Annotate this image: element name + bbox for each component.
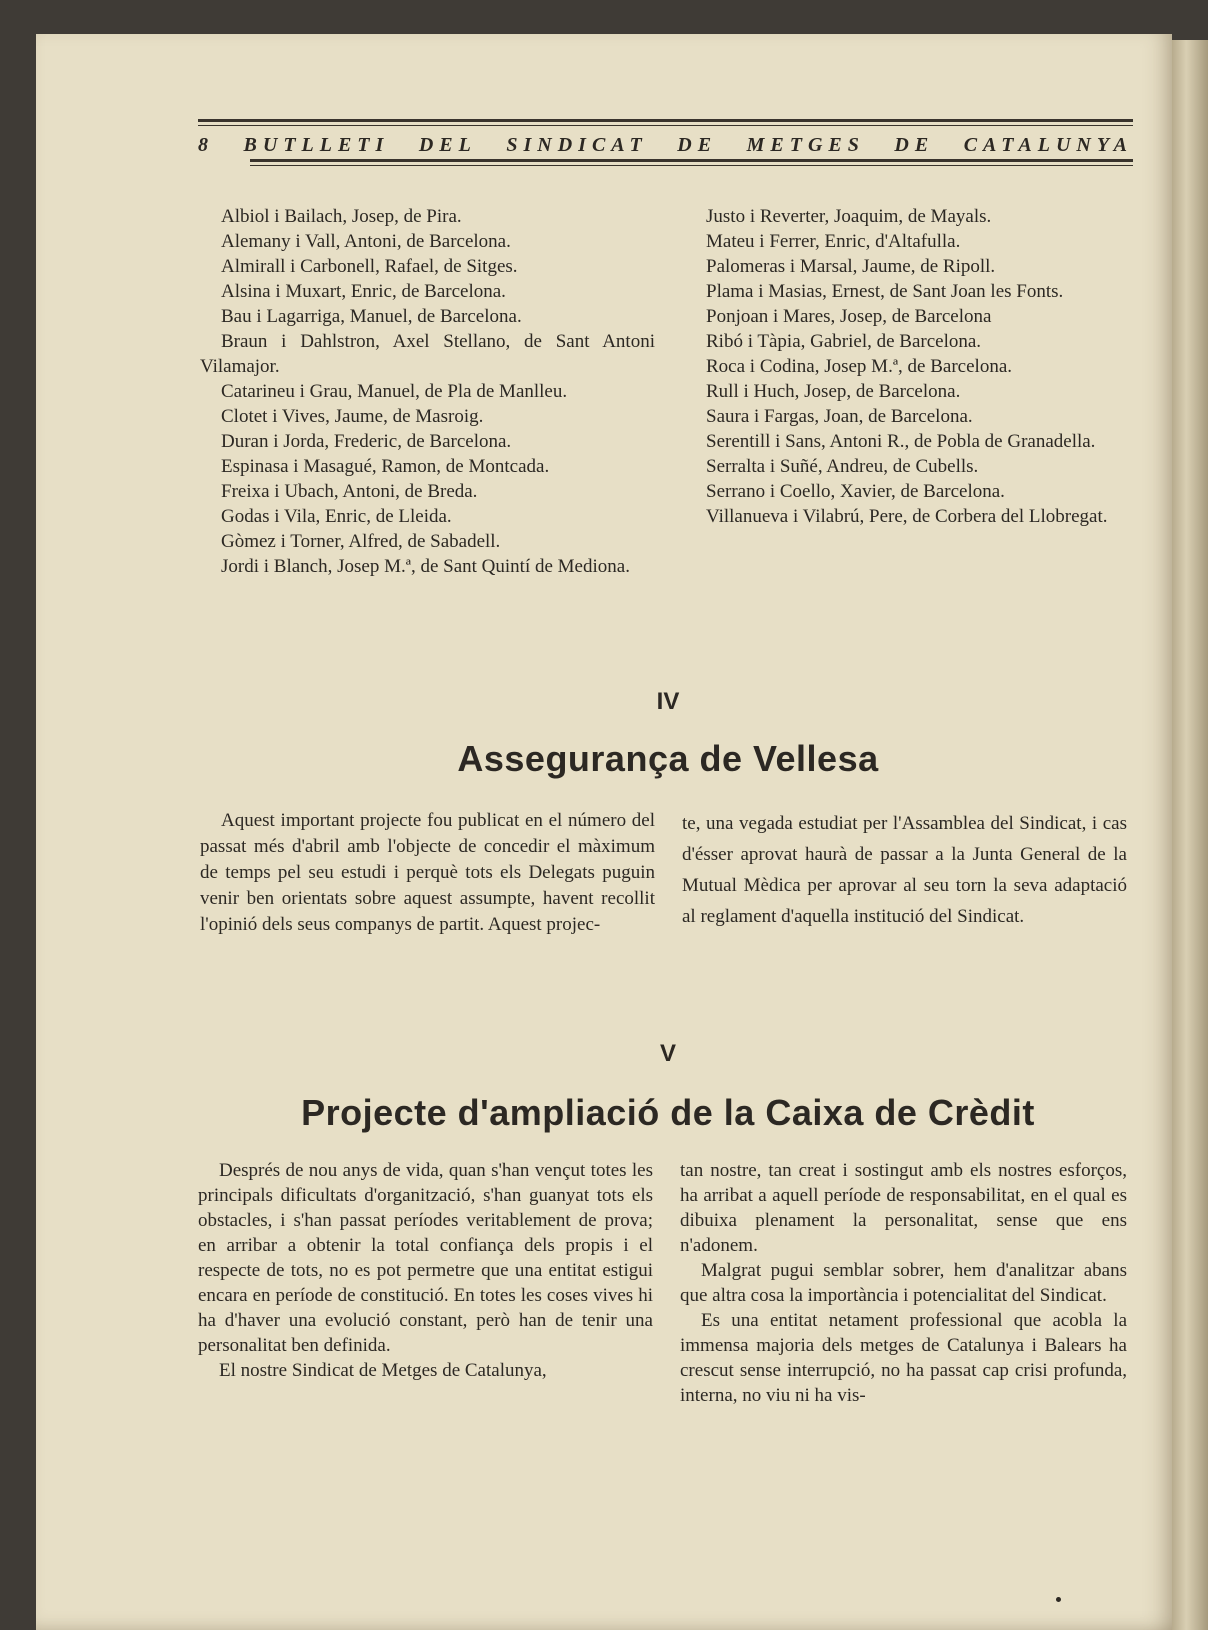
member-entry: Palomeras i Marsal, Jaume, de Ripoll. [706,256,996,277]
member-entry: Freixa i Ubach, Antoni, de Breda. [221,481,478,502]
member-entry: Ponjoan i Mares, Josep, de Barcelona [706,306,992,327]
ink-speck [1056,1597,1061,1602]
running-head [198,130,1133,160]
running-title-word: DE [677,133,718,156]
member-entry: Rull i Huch, Josep, de Barcelona. [706,381,961,402]
header-rule-bottom-thin [250,165,1133,166]
running-title-word: DE [894,133,935,156]
paragraph: Després de nou anys de vida, quan s'han vençut totes les principals dificultats d'organització, s'han guanyat tots els obstacles, i s'han passat períodes veritablement de prova; en arribar a obtenir la total confiança dels propis i el respecte de tots, no es pot permetre que una entitat estigui encara en període de constitució. En totes les coses vives hi ha d'haver una evolució constant, però han de tenir una personalitat ben definida. [198,1160,653,1356]
member-entry: Villanueva i Vilabrú, Pere, de Corbera del Llobregat. [706,506,1108,527]
section4-right-column [682,808,1127,932]
member-entry: Justo i Reverter, Joaquim, de Mayals. [706,206,992,227]
members-right-column [685,204,1130,529]
section-numeral: V [659,1040,676,1067]
member-entry: Catarineu i Grau, Manuel, de Pla de Manlleu. [221,381,568,402]
section-title: Assegurança de Vellesa [457,738,879,779]
section4-left-column [200,808,655,938]
member-entry: Roca i Codina, Josep M.ª, de Barcelona. [706,356,1013,377]
section5-left-column [198,1158,653,1383]
book-spine [1172,40,1208,1630]
member-entry: Duran i Jorda, Frederic, de Barcelona. [221,431,512,452]
member-entry: Almirall i Carbonell, Rafael, de Sitges. [221,256,518,277]
member-entry: Bau i Lagarriga, Manuel, de Barcelona. [221,306,522,327]
running-title-word: SINDICAT [506,133,648,156]
paragraph: Aquest important projecte fou publicat en el número del passat més d'abril amb l'objecte de concedir el màximum de temps pel seu estudi i perquè tots els Delegats puguin venir ben orientats sobre aquest assumpte, havent recollit l'opinió dels seus companys de partit. Aquest projec- [200,810,655,935]
running-title-word: DEL [418,133,477,156]
member-entry: Clotet i Vives, Jaume, de Masroig. [221,406,484,427]
member-entry: Serrano i Coello, Xavier, de Barcelona. [706,481,1005,502]
member-entry: Plama i Masias, Ernest, de Sant Joan les Fonts. [706,281,1064,302]
member-entry: Gòmez i Torner, Alfred, de Sabadell. [221,531,501,552]
paragraph: te, una vegada estudiat per l'Assamblea del Sindicat, i cas d'ésser aprovat haurà de passar a la Junta General de la Mutual Mèdica per aprovar al seu torn la seva adaptació al reglament d'aquella institució del Sindicat. [682,813,1127,927]
header-rule-top-thin [198,125,1133,126]
paragraph: Es una entitat netament professional que acobla la immensa majoria dels metges de Catalunya i Balears ha crescut sense interrupció, no ha passat cap crisi profunda, interna, no viu ni ha vis- [680,1310,1127,1406]
member-entry: Saura i Fargas, Joan, de Barcelona. [706,406,973,427]
member-entry: Braun i Dahlstron, Axel Stellano, de Sant Antoni Vilamajor. [200,331,655,377]
member-entry: Serralta i Suñé, Andreu, de Cubells. [706,456,979,477]
member-entry: Alsina i Muxart, Enric, de Barcelona. [221,281,506,302]
paragraph: Malgrat pugui semblar sobrer, hem d'analitzar abans que altra cosa la importància i potencialitat del Sindicat. [680,1260,1127,1306]
member-entry: Godas i Vila, Enric, de Lleida. [221,506,452,527]
paragraph: tan nostre, tan creat i sostingut amb els nostres esforços, ha arribat a aquell període de responsabilitat, en el qual es dibuixa plenament la personalitat, sense que ens n'adonem. [680,1160,1127,1256]
members-left-column [200,204,655,579]
member-entry: Albiol i Bailach, Josep, de Pira. [221,206,462,227]
header-rule-top [198,119,1133,122]
section5-right-column [680,1158,1127,1408]
member-entry: Espinasa i Masagué, Ramon, de Montcada. [221,456,550,477]
running-title-word: BUTLLETI [243,133,390,156]
running-title-word: METGES [746,133,865,156]
section-numeral: IV [656,688,680,715]
member-entry: Mateu i Ferrer, Enric, d'Altafulla. [706,231,961,252]
section-title: Projecte d'ampliació de la Caixa de Crèdit [301,1092,1035,1133]
page-number: 8 [198,133,214,156]
member-entry: Ribó i Tàpia, Gabriel, de Barcelona. [706,331,982,352]
member-entry: Jordi i Blanch, Josep M.ª, de Sant Quintí de Mediona. [221,556,630,577]
member-entry: Serentill i Sans, Antoni R., de Pobla de Granadella. [706,431,1096,452]
member-entry: Alemany i Vall, Antoni, de Barcelona. [221,231,511,252]
running-title-word: CATALUNYA [963,133,1133,156]
paragraph: El nostre Sindicat de Metges de Catalunya, [219,1360,547,1381]
